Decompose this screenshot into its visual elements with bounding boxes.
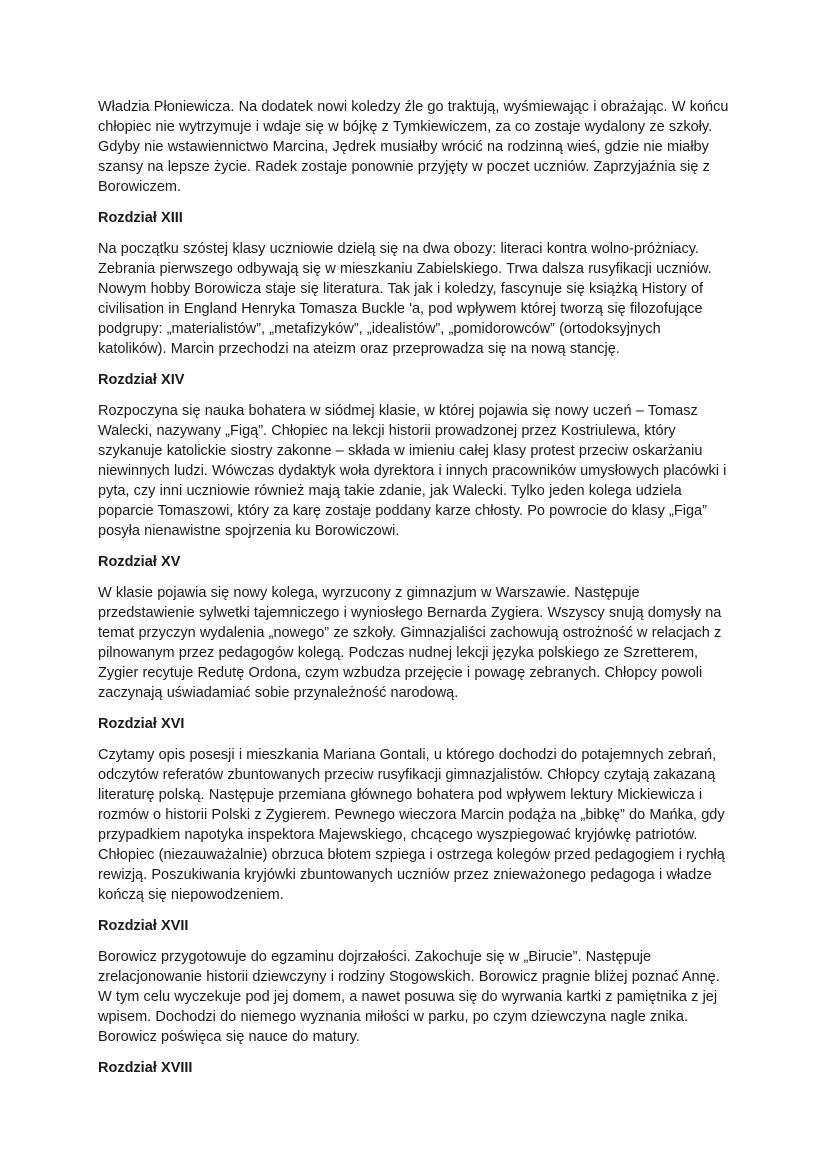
section-heading-rozdzial-xvi: Rozdział XVI [98, 716, 185, 732]
paragraph-continuation: Władzia Płoniewicza. Na dodatek nowi koledzy źle go traktują, wyśmiewając i obrażając. W końcu chłopiec nie wytrzymuje i wdaje się w bójkę z Tymkiewiczem, za co zostaje wydalony ze szkoły. Gdyby nie wstawiennictwo Marcina, Jędrek musiałby wrócić na rodzinną wieś, gdzie nie miałby szansy na lepsze życie. Radek zostaje ponownie przyjęty w poczet uczniów. Zaprzyjaźnia się z Borowiczem. [98, 99, 729, 195]
paragraph-rozdzial-xvii: Borowicz przygotowuje do egzaminu dojrzałości. Zakochuje się w „Birucie”. Następuje zrelacjonowanie historii dziewczyny i rodziny Stogowskich. Borowicz pragnie bliżej poznać Annę. W tym celu wyczekuje pod jej domem, a nawet posuwa się do wyrwania kartki z pamiętnika z jej wpisem. Dochodzi do niemego wyznania miłości w parku, po czym dziewczyna nagle znika. Borowicz poświęca się nauce do matury. [98, 949, 720, 1045]
section-heading-rozdzial-xviii: Rozdział XVIII [98, 1060, 193, 1076]
paragraph-rozdzial-xiii: Na początku szóstej klasy uczniowie dzielą się na dwa obozy: literaci kontra wolno-próżniacy. Zebrania pierwszego odbywają się w mieszkaniu Zabielskiego. Trwa dalsza rusyfikacji uczniów. Nowym hobby Borowicza staje się literatura. Tak jak i koledzy, fascynuje się książką History of civilisation in England Henryka Tomasza Buckle 'a, pod wpływem której tworzą się filozofujące podgrupy: „materialistów”, „metafizyków”, „idealistów”, „pomidorowców” (ortodoksyjnych katolików). Marcin przechodzi na ateizm oraz przeprowadza się na nową stancję. [98, 241, 712, 357]
section-heading-rozdzial-xiv: Rozdział XIV [98, 372, 185, 388]
paragraph-rozdzial-xiv: Rozpoczyna się nauka bohatera w siódmej klasie, w której pojawia się nowy uczeń – Tomasz Walecki, nazywany „Figą”. Chłopiec na lekcji historii prowadzonej przez Kostriulewa, który szykanuje katolickie siostry zakonne – składa w imieniu całej klasy protest przeciw oskarżaniu niewinnych ludzi. Wówczas dydaktyk woła dyrektora i innych pracowników umysłowych placówki i pyta, czy inni uczniowie również mają takie zdanie, jak Walecki. Tylko jeden kolega udziela poparcie Tomaszowi, który za karę zostaje poddany karze chłosty. Po powrocie do klasy „Figa” posyła nienawistne spojrzenia ku Borowiczowi. [98, 403, 727, 539]
section-heading-rozdzial-xv: Rozdział XV [98, 554, 181, 570]
paragraph-rozdzial-xvi: Czytamy opis posesji i mieszkania Mariana Gontali, u którego dochodzi do potajemnych zebrań, odczytów referatów zbuntowanych przeciw rusyfikacji gimnazjalistów. Chłopcy czytają zakazaną literaturę polską. Następuje przemiana głównego bohatera pod wpływem lektury Mickiewicza i rozmów o historii Polski z Zygierem. Pewnego wieczora Marcin podąża na „bibkę” do Mańka, gdy przypadkiem napotyka inspektora Majewskiego, chcącego wyszpiegować kryjówkę patriotów. Chłopiec (niezauważalnie) obrzuca błotem szpiega i ostrzega kolegów przed pedagogiem i rychłą rewizją. Poszukiwania kryjówki zbuntowanych uczniów przez znieważonego pedagoga i władze kończą się niepowodzeniem. [98, 747, 725, 903]
paragraph-rozdzial-xv: W klasie pojawia się nowy kolega, wyrzucony z gimnazjum w Warszawie. Następuje przedstawienie sylwetki tajemniczego i wyniosłego Bernarda Zygiera. Wszyscy snują domysły na temat przyczyn wydalenia „nowego” ze szkoły. Gimnazjaliści zachowują ostrożność w relacjach z pilnowanym przez pedagogów kolegą. Podczas nudnej lekcji języka polskiego ze Szretterem, Zygier recytuje Redutę Ordona, czym wzbudza przejęcie i powagę zebranych. Chłopcy powoli zaczynają uświadamiać sobie przynależność narodową. [98, 585, 722, 701]
section-heading-rozdzial-xiii: Rozdział XIII [98, 210, 183, 226]
section-heading-rozdzial-xvii: Rozdział XVII [98, 918, 189, 934]
